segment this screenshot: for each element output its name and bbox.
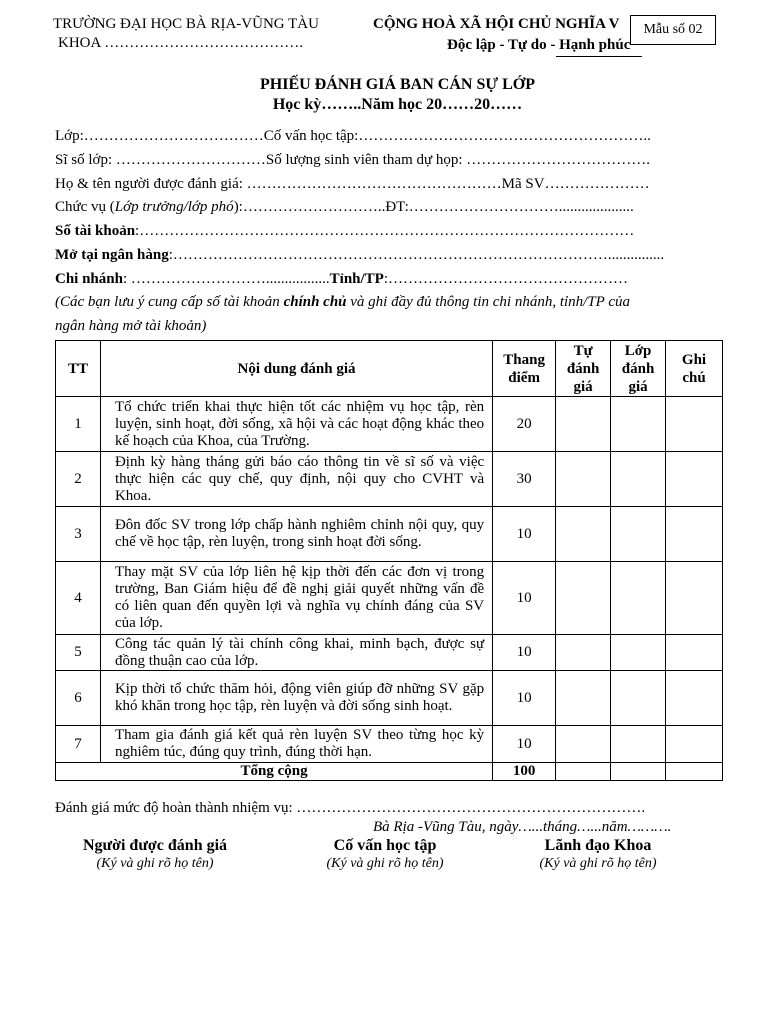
branch-label: Chi nhánh <box>55 271 123 287</box>
row-class-score[interactable] <box>611 671 666 726</box>
row-score: 10 <box>493 562 556 635</box>
branch-field <box>55 271 720 288</box>
bank-label: Mở tại ngân hàng <box>55 247 169 263</box>
bank-dots: :……………………………………………………………………………............... <box>168 247 665 263</box>
account-note-c: và ghi đầy đủ thông tin chi nhánh, tỉnh/TP của <box>346 294 630 310</box>
student-name-field: Họ & tên người được đánh giá: ……………………………………………Mã SV………………… <box>55 176 650 192</box>
table-row <box>56 562 723 635</box>
table-row <box>56 452 723 507</box>
row-tt: 7 <box>56 726 101 763</box>
signature-advisor-note: (Ký và ghi rõ họ tên) <box>326 856 444 871</box>
evaluation-table <box>55 340 723 781</box>
col-header-tt: TT <box>56 341 101 397</box>
total-row <box>56 763 723 781</box>
account-number-field <box>55 223 720 240</box>
table-header-row <box>56 341 723 397</box>
signature-faculty-lead-note: (Ký và ghi rõ họ tên) <box>539 856 657 871</box>
table-row <box>56 635 723 671</box>
row-class-score[interactable] <box>611 397 666 452</box>
row-score: 20 <box>493 397 556 452</box>
total-self-score[interactable] <box>556 763 611 781</box>
branch-dots: : ………………………................. <box>122 271 330 287</box>
total-score: 100 <box>493 763 556 781</box>
row-content: Đôn đốc SV trong lớp chấp hành nghiêm chỉnh nội quy, quy chế về học tập, rèn luyện, trong sinh hoạt đời sống. <box>100 507 492 562</box>
account-note-bold: chính chủ <box>283 294 347 310</box>
row-note[interactable] <box>666 562 723 635</box>
class-size-field: Sĩ số lớp: …………………………Số lượng sinh viên tham dự họp: ………………………………. <box>55 152 651 168</box>
row-note[interactable] <box>666 397 723 452</box>
table-row <box>56 397 723 452</box>
bank-field <box>55 247 720 264</box>
row-class-score[interactable] <box>611 452 666 507</box>
date-line: Bà Rịa -Vũng Tàu, ngày…...tháng…...năm………. <box>373 819 672 835</box>
row-tt: 6 <box>56 671 101 726</box>
row-score: 10 <box>493 635 556 671</box>
class-advisor-field: Lớp:………………………………Cố vấn học tập:………………………………………………….. <box>55 128 651 144</box>
row-self-score[interactable] <box>556 452 611 507</box>
account-note <box>55 294 720 311</box>
col-header-class: Lớp đánh giá <box>611 341 666 397</box>
position-phone-dots: ):………………………..ĐT:………………………….................... <box>233 199 634 215</box>
table-row <box>56 671 723 726</box>
row-content: Thay mặt SV của lớp liên hệ kịp thời đến các đơn vị trong trường, Ban Giám hiệu để đề nghị giải quyết những vấn đề có liên quan đến quyền lợi và nghĩa vụ chính đáng của SV của lớp. <box>100 562 492 635</box>
row-note[interactable] <box>666 671 723 726</box>
row-class-score[interactable] <box>611 635 666 671</box>
signature-faculty-lead <box>483 837 713 872</box>
row-tt: 3 <box>56 507 101 562</box>
signature-student-title: Người được đánh giá <box>82 837 228 854</box>
row-note[interactable] <box>666 452 723 507</box>
table-row <box>56 726 723 763</box>
form-number-box <box>630 15 716 45</box>
row-tt: 2 <box>56 452 101 507</box>
signature-student-note: (Ký và ghi rõ họ tên) <box>96 856 214 871</box>
signature-faculty-lead-title: Lãnh đạo Khoa <box>544 837 652 854</box>
row-class-score[interactable] <box>611 726 666 763</box>
row-self-score[interactable] <box>556 671 611 726</box>
row-content: Công tác quản lý tài chính công khai, minh bạch, được sự đồng thuận cao của lớp. <box>100 635 492 671</box>
row-tt: 4 <box>56 562 101 635</box>
col-header-content: Nội dung đánh giá <box>100 341 492 397</box>
row-score: 10 <box>493 726 556 763</box>
row-self-score[interactable] <box>556 562 611 635</box>
row-self-score[interactable] <box>556 726 611 763</box>
col-header-self: Tự đánh giá <box>556 341 611 397</box>
row-score: 10 <box>493 507 556 562</box>
row-note[interactable] <box>666 635 723 671</box>
signature-advisor <box>270 837 500 872</box>
semester-line: Học kỳ……..Năm học 20……20…… <box>272 96 523 113</box>
province-dots: :………………………………………… <box>383 271 629 287</box>
nation-title: CỘNG HOÀ XÃ HỘI CHỦ NGHĨA V <box>373 16 620 32</box>
col-header-scale: Thang điểm <box>493 341 556 397</box>
total-label: Tổng cộng <box>56 763 493 781</box>
account-note-a: (Các bạn lưu ý cung cấp số tài khoản <box>55 294 284 310</box>
signature-advisor-title: Cố vấn học tập <box>333 837 437 854</box>
row-content: Tham gia đánh giá kết quả rèn luyện SV theo từng học kỳ nghiêm túc, đúng quy trình, đúng thời hạn. <box>100 726 492 763</box>
row-score: 30 <box>493 452 556 507</box>
row-tt: 5 <box>56 635 101 671</box>
row-content: Kịp thời tổ chức thăm hỏi, động viên giúp đỡ những SV gặp khó khăn trong học tập, rèn luyện và đời sống sinh hoạt. <box>100 671 492 726</box>
school-name: TRƯỜNG ĐẠI HỌC BÀ RỊA-VŨNG TÀU <box>53 16 319 32</box>
form-number: Mẫu số 02 <box>643 22 703 37</box>
motto-underline <box>556 56 642 57</box>
row-class-score[interactable] <box>611 562 666 635</box>
total-note[interactable] <box>666 763 723 781</box>
row-content: Định kỳ hàng tháng gửi báo cáo thông tin về sĩ số và việc thực hiện các quy chế, quy định, nội quy cho CVHT và Khoa. <box>100 452 492 507</box>
row-tt: 1 <box>56 397 101 452</box>
motto: Độc lập - Tự do - Hạnh phúc <box>447 37 631 53</box>
row-content: Tổ chức triển khai thực hiện tốt các nhiệm vụ học tập, rèn luyện, sinh hoạt, đời sống, xã hội và các hoạt động khác theo kế hoạch của Khoa, của Trường. <box>100 397 492 452</box>
account-note-2: ngân hàng mở tài khoản) <box>55 318 207 334</box>
account-number-label: Số tài khoản <box>55 223 136 239</box>
position-label: Chức vụ ( <box>55 199 115 215</box>
total-class-score[interactable] <box>611 763 666 781</box>
signature-student <box>40 837 270 872</box>
row-self-score[interactable] <box>556 635 611 671</box>
completion-line: Đánh giá mức độ hoàn thành nhiệm vụ: ……………………………………………………………. <box>55 800 646 816</box>
row-class-score[interactable] <box>611 507 666 562</box>
form-title: PHIẾU ĐÁNH GIÁ BAN CÁN SỰ LỚP <box>260 76 535 93</box>
faculty-line: KHOA …………………………………. <box>58 35 304 51</box>
row-score: 10 <box>493 671 556 726</box>
row-note[interactable] <box>666 726 723 763</box>
province-label: Tỉnh/TP <box>329 271 384 287</box>
row-note[interactable] <box>666 507 723 562</box>
row-self-score[interactable] <box>556 397 611 452</box>
table-row <box>56 507 723 562</box>
col-header-note: Ghi chú <box>666 341 723 397</box>
position-hint: Lớp trưởng/lớp phó <box>114 199 234 215</box>
position-phone-field <box>55 199 720 216</box>
row-self-score[interactable] <box>556 507 611 562</box>
account-number-dots: :……………………………………………………………………………………… <box>135 223 635 239</box>
